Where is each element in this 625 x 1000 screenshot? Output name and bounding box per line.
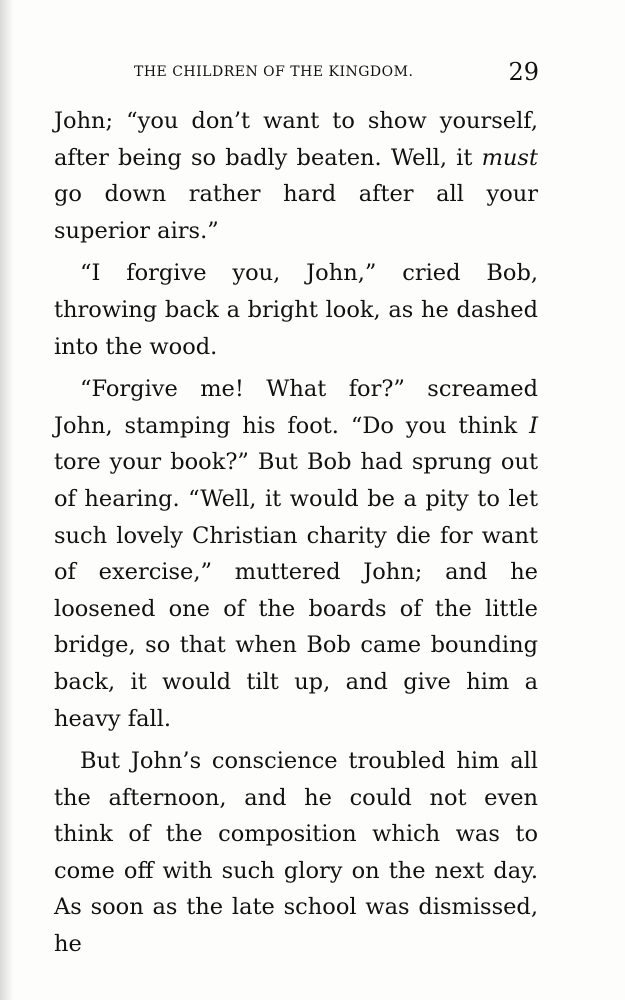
italic-text-run: must [481,144,538,171]
text-run: But John’s conscience troubled him all the afternoon, and he could not even think of the composition which was to come off with such glory on the next day. As soon as the late school was dismissed, he [54,748,538,958]
body-text [54,103,538,963]
paragraph [54,743,538,963]
paragraph [54,255,538,365]
page-edge-shadow [0,0,14,1000]
paragraph [54,103,538,249]
text-run: “I forgive you, John,” cried Bob, throwing back a bright look, as he dashed into the wood. [54,260,538,360]
text-run: tore your book?” But Bob had sprung out of hearing. “Well, it would be a pity to let such lovely Christian charity die for want of exercise,” muttered John; and he loosened one of the boards of the little bridge, so that when Bob came bounding back, it would tilt up, and give him a heavy fall. [54,449,538,732]
italic-text-run: I [529,412,538,439]
paragraph [54,371,538,737]
text-run: go down rather hard after all your superior airs.” [54,181,538,244]
running-title: THE CHILDREN OF THE KINGDOM. [134,64,414,80]
text-run: “Forgive me! What for?” screamed John, stamping his foot. “Do you think [54,376,538,439]
text-run: John; “you don’t want to show yourself, after being so badly beaten. Well, it [54,108,538,171]
page-number: 29 [508,58,539,86]
